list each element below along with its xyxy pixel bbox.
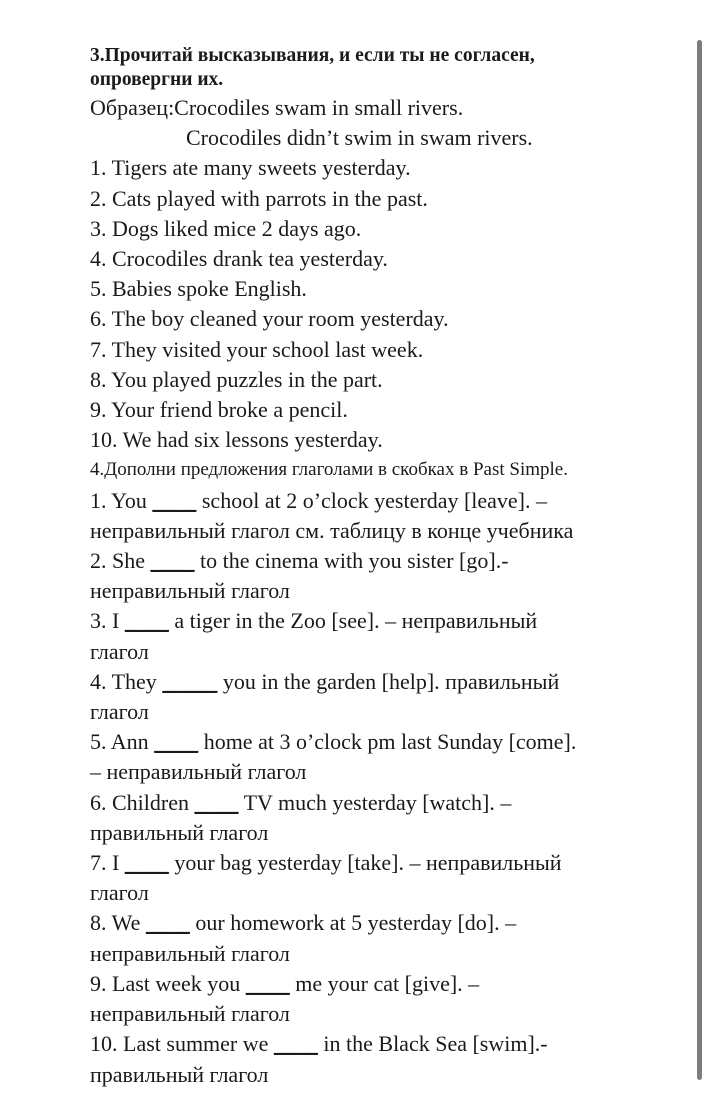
task3-item: 10. We had six lessons yesterday. (90, 427, 383, 453)
task4-item (90, 1029, 690, 1089)
verb-type-note: глагол (90, 880, 149, 906)
sentence-start: 2. She (90, 548, 151, 574)
sentence-start: 10. Last summer we (90, 1031, 274, 1057)
task3-item: 8. You played puzzles in the part. (90, 366, 383, 392)
task3-item: 3. Dogs liked mice 2 days ago. (90, 215, 362, 241)
worksheet-document (90, 44, 690, 1090)
task3-item: 5. Babies spoke English. (90, 276, 307, 302)
task4-item-sentence (90, 908, 690, 938)
sample-line1: Образец:Crocodiles swam in small rivers. (90, 95, 464, 120)
sentence-end: our homework at 5 yesterday [do]. – (189, 910, 517, 936)
verb-type-note: правильный глагол (90, 1061, 269, 1087)
answer-blank: _____ (162, 668, 218, 694)
sentence-end: in the Black Sea [swim].- (317, 1031, 548, 1057)
task4-list (90, 486, 690, 1090)
task4-item (90, 667, 690, 727)
sentence-start: 6. Children (90, 789, 195, 815)
task3-list (90, 153, 690, 455)
verb-type-note: правильный глагол (90, 819, 269, 845)
task4-item (90, 727, 690, 787)
answer-blank: ____ (152, 487, 197, 513)
task3-item: 9. Your friend broke a pencil. (90, 397, 348, 423)
verb-type-note: глагол (90, 699, 149, 725)
task4-item (90, 546, 690, 606)
verb-type-note: глагол (90, 638, 149, 664)
sentence-end: to the cinema with you sister [go].- (194, 548, 509, 574)
task4-item-sentence (90, 546, 690, 576)
sentence-end: home at 3 o’clock pm last Sunday [come]. (198, 729, 577, 755)
task4-item-sentence (90, 1029, 690, 1059)
task4-item-sentence (90, 788, 690, 818)
task4-item-sentence (90, 486, 690, 516)
task4-item-sentence (90, 667, 690, 697)
sentence-end: a tiger in the Zoo [see]. – неправильный (168, 608, 538, 634)
task3-item: 7. They visited your school last week. (90, 336, 424, 362)
answer-blank: ____ (154, 729, 199, 755)
task4-item-sentence (90, 969, 690, 999)
task4-item (90, 969, 690, 1029)
sentence-end: TV much yesterday [watch]. – (238, 789, 512, 815)
task4-item (90, 788, 690, 848)
sentence-start: 9. Last week you (90, 970, 246, 996)
answer-blank: ____ (245, 970, 290, 996)
sample-line2: Crocodiles didn’t swim in swam rivers. (186, 125, 533, 151)
task3-item: 6. The boy cleaned your room yesterday. (90, 306, 449, 332)
sentence-start: 8. We (90, 910, 146, 936)
task3-item: 4. Crocodiles drank tea yesterday. (90, 246, 388, 272)
task4-item (90, 486, 690, 546)
task3-item: 2. Cats played with parrots in the past. (90, 185, 428, 211)
sentence-start: 1. You (90, 487, 153, 513)
answer-blank: ____ (273, 1031, 318, 1057)
task3-item: 1. Tigers ate many sweets yesterday. (90, 155, 411, 181)
sentence-end: me your cat [give]. – (289, 970, 480, 996)
answer-blank: ____ (124, 850, 169, 876)
task4-item (90, 606, 690, 666)
sentence-start: 7. I (90, 850, 125, 876)
task3-heading-line2: опровергни их. (90, 69, 224, 90)
answer-blank: ____ (145, 910, 190, 936)
answer-blank: ____ (150, 548, 195, 574)
sentence-end: you in the garden [help]. правильный (217, 668, 560, 694)
vertical-scrollbar[interactable] (697, 40, 702, 1080)
task4-item (90, 908, 690, 968)
sentence-start: 4. They (90, 668, 163, 694)
task4-item (90, 848, 690, 908)
sentence-start: 3. I (90, 608, 125, 634)
verb-type-note: неправильный глагол (90, 940, 290, 966)
task4-heading: 4.Дополни предложения глаголами в скобках в Past Simple. (90, 459, 568, 481)
verb-type-note: – неправильный глагол (90, 759, 307, 785)
sentence-end: your bag yesterday [take]. – неправильный (168, 850, 562, 876)
sentence-end: school at 2 o’clock yesterday [leave]. – (196, 487, 548, 513)
verb-type-note: неправильный глагол (90, 1001, 290, 1027)
verb-type-note: неправильный глагол (90, 578, 290, 604)
task4-item-sentence (90, 727, 690, 757)
task4-item-sentence (90, 848, 690, 878)
task4-item-sentence (90, 606, 690, 636)
verb-type-note: неправильный глагол см. таблицу в конце учебника (90, 517, 574, 543)
answer-blank: ____ (124, 608, 169, 634)
sentence-start: 5. Ann (90, 729, 155, 755)
task3-heading-line1: 3.Прочитай высказывания, и если ты не согласен, (90, 45, 535, 66)
answer-blank: ____ (194, 789, 239, 815)
